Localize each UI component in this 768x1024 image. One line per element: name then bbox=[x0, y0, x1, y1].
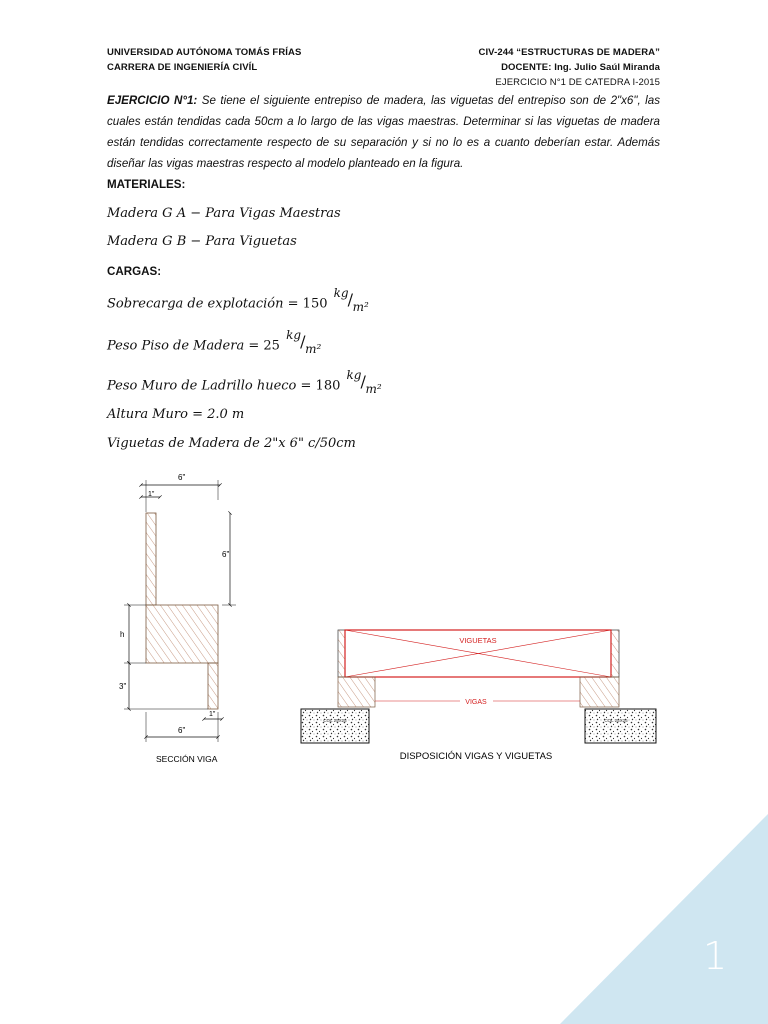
page-corner-accent bbox=[560, 814, 768, 1024]
vigas-label: VIGAS bbox=[465, 699, 487, 706]
materials-title: MATERIALES: bbox=[107, 178, 186, 191]
dim-top-thickness: 1" bbox=[148, 491, 155, 498]
dim-h: h bbox=[120, 630, 125, 639]
load-altura: Altura Muro = 2.0 m bbox=[107, 407, 245, 422]
load-label: Peso Muro de Ladrillo hueco = bbox=[107, 378, 316, 394]
unit-fraction: kg / m² bbox=[286, 328, 322, 356]
course-name: CIV-244 “ESTRUCTURAS DE MADERA” bbox=[478, 47, 660, 58]
load-value: 150 bbox=[302, 296, 328, 312]
load-viguetas: Viguetas de Madera de 2"x 6" c/50cm bbox=[107, 436, 356, 451]
column-label-right: COL 25X25 bbox=[604, 718, 628, 723]
dim-bottom-width: 6" bbox=[178, 726, 186, 735]
unit-numerator: kg bbox=[286, 328, 302, 342]
dim-bottom-thickness: 1" bbox=[209, 711, 216, 718]
material-item-1: Madera G A − Para Vigas Maestras bbox=[107, 206, 341, 221]
unit-denominator: m² bbox=[352, 300, 369, 314]
load-value: 25 bbox=[263, 338, 280, 354]
exercise-text: Se tiene el siguiente entrepiso de madera, las viguetas del entrepiso son de 2"x6", las cuales están tendidas cada 50cm a lo largo de las vigas maestras. Determinar si las viguetas de madera están tendidas correctamente respecto de su separación y si no lo es a cuanto deberían estar. Además diseñar las vigas maestras respecto al modelo planteado en la figura. bbox=[107, 94, 661, 170]
load-label: Peso Piso de Madera = bbox=[107, 338, 264, 354]
column-label-left: COL 25X25 bbox=[323, 718, 347, 723]
dim-top-width: 6" bbox=[178, 473, 186, 482]
unit-denominator: m² bbox=[305, 342, 322, 356]
dim-flange-height: 6" bbox=[222, 550, 230, 559]
unit-fraction: kg / m² bbox=[346, 368, 382, 396]
beam-layout-drawing bbox=[301, 630, 656, 762]
career-name: CARRERA DE INGENIERÍA CIVÍL bbox=[107, 62, 258, 73]
load-label: Sobrecarga de explotación = bbox=[107, 296, 303, 312]
exercise-reference: EJERCICIO N°1 DE CATEDRA I-2015 bbox=[495, 77, 660, 88]
university-name: UNIVERSIDAD AUTÓNOMA TOMÁS FRÍAS bbox=[107, 47, 302, 58]
page-number: 1 bbox=[703, 934, 728, 978]
layout-caption: DISPOSICIÓN VIGAS Y VIGUETAS bbox=[399, 751, 553, 762]
unit-denominator: m² bbox=[365, 382, 382, 396]
exercise-label: EJERCICIO N°1: bbox=[107, 94, 198, 107]
viguetas-label: VIGUETAS bbox=[459, 636, 497, 645]
section-caption: SECCIÓN VIGA bbox=[156, 754, 218, 764]
load-value: 180 bbox=[315, 378, 341, 394]
unit-numerator: kg bbox=[333, 286, 349, 300]
unit-numerator: kg bbox=[346, 368, 362, 382]
teacher-name: DOCENTE: Ing. Julio Saúl Miranda bbox=[501, 62, 660, 73]
dim-bottom-height: 3" bbox=[119, 682, 127, 691]
beam-section-drawing bbox=[119, 473, 236, 764]
material-item-2: Madera G B − Para Viguetas bbox=[107, 234, 297, 249]
loads-title: CARGAS: bbox=[107, 265, 162, 278]
unit-fraction: kg / m² bbox=[333, 286, 369, 314]
